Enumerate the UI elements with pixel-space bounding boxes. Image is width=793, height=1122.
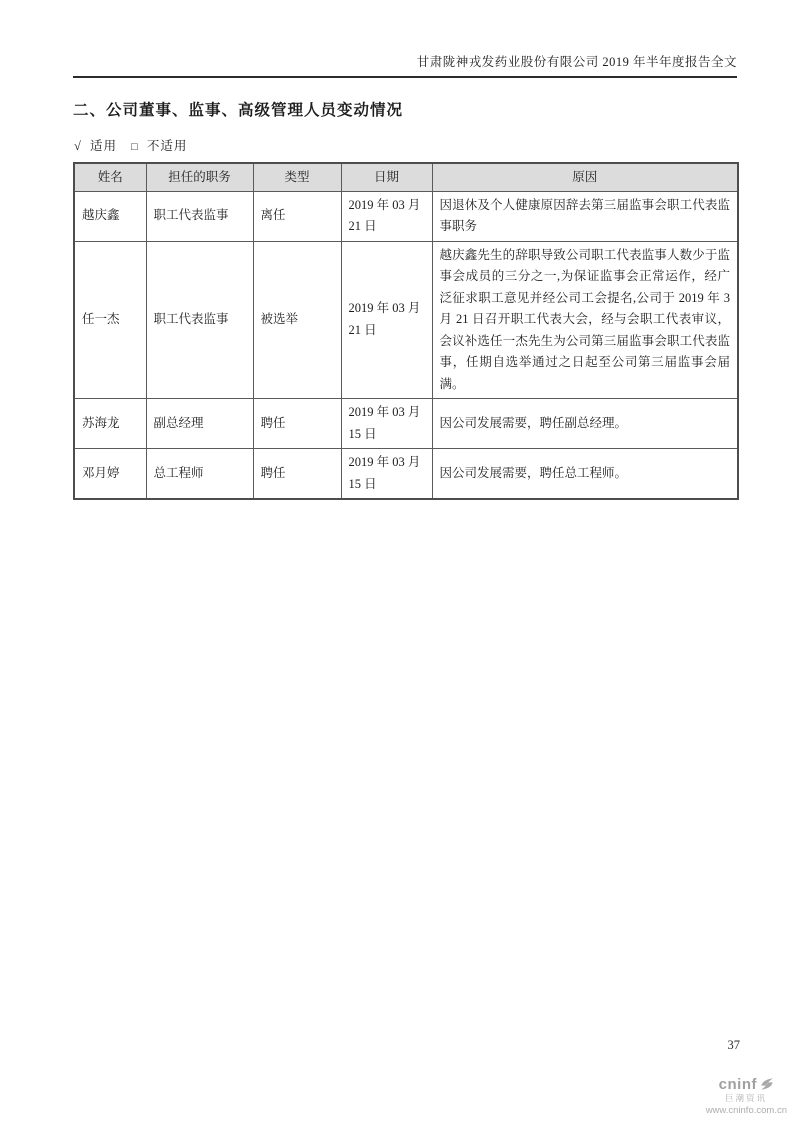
cninfo-logo-text: cninf [718,1075,757,1093]
cell-position: 职工代表监事 [146,191,253,241]
cell-name: 苏海龙 [74,399,146,449]
section-title: 二、公司董事、监事、高级管理人员变动情况 [73,102,404,119]
not-applicable-label: 不适用 [146,139,188,153]
cell-reason: 因公司发展需要，聘任副总经理。 [432,399,738,449]
cninfo-swirl-icon [759,1076,775,1092]
cell-reason: 越庆鑫先生的辞职导致公司职工代表监事人数少于监事会成员的三分之一,为保证监事会正常运作，经广泛征求职工意见并经公司工会提名,公司于 2019 年 3 月 21 日召开职工代表大会，经与会职工代表审议，会议补选任一杰先生为公司第三届监事会职工代表监事，任期自选举通过之日起至公司第三届监事会届满。 [432,241,738,399]
cell-position: 职工代表监事 [146,241,253,399]
cninfo-logo-chinese: 巨潮资讯 [724,1093,767,1103]
column-header-date: 日期 [341,163,432,191]
table-header-row [74,163,738,191]
table-row [74,191,738,241]
page-number: 37 [727,1038,740,1052]
table-row [74,241,738,399]
cell-type: 离任 [253,191,341,241]
column-header-type: 类型 [253,163,341,191]
cell-date: 2019 年 03 月 15 日 [341,399,432,449]
column-header-position: 担任的职务 [146,163,253,191]
cell-name: 越庆鑫 [74,191,146,241]
empty-checkbox-icon: □ [131,141,139,153]
table-row [74,449,738,500]
cell-position: 副总经理 [146,399,253,449]
cninfo-logo [679,1076,789,1115]
cell-type: 被选举 [253,241,341,399]
applicability-line [74,136,187,154]
cell-type: 聘任 [253,399,341,449]
check-icon: √ [74,139,82,153]
cell-date: 2019 年 03 月 21 日 [341,191,432,241]
table-row [74,399,738,449]
personnel-change-table [73,162,739,500]
cell-date: 2019 年 03 月 21 日 [341,241,432,399]
column-header-reason: 原因 [432,163,738,191]
cninfo-logo-url: www.cninfo.com.cn [705,1104,787,1116]
cell-name: 任一杰 [74,241,146,399]
cell-type: 聘任 [253,449,341,500]
cell-reason: 因公司发展需要，聘任总工程师。 [432,449,738,500]
cell-date: 2019 年 03 月 15 日 [341,449,432,500]
running-header: 甘肃陇神戎发药业股份有限公司 2019 年半年度报告全文 [73,52,737,78]
cell-name: 邓月婷 [74,449,146,500]
applicable-label: 适用 [90,139,118,153]
cell-reason: 因退休及个人健康原因辞去第三届监事会职工代表监事职务 [432,191,738,241]
cell-position: 总工程师 [146,449,253,500]
column-header-name: 姓名 [74,163,146,191]
